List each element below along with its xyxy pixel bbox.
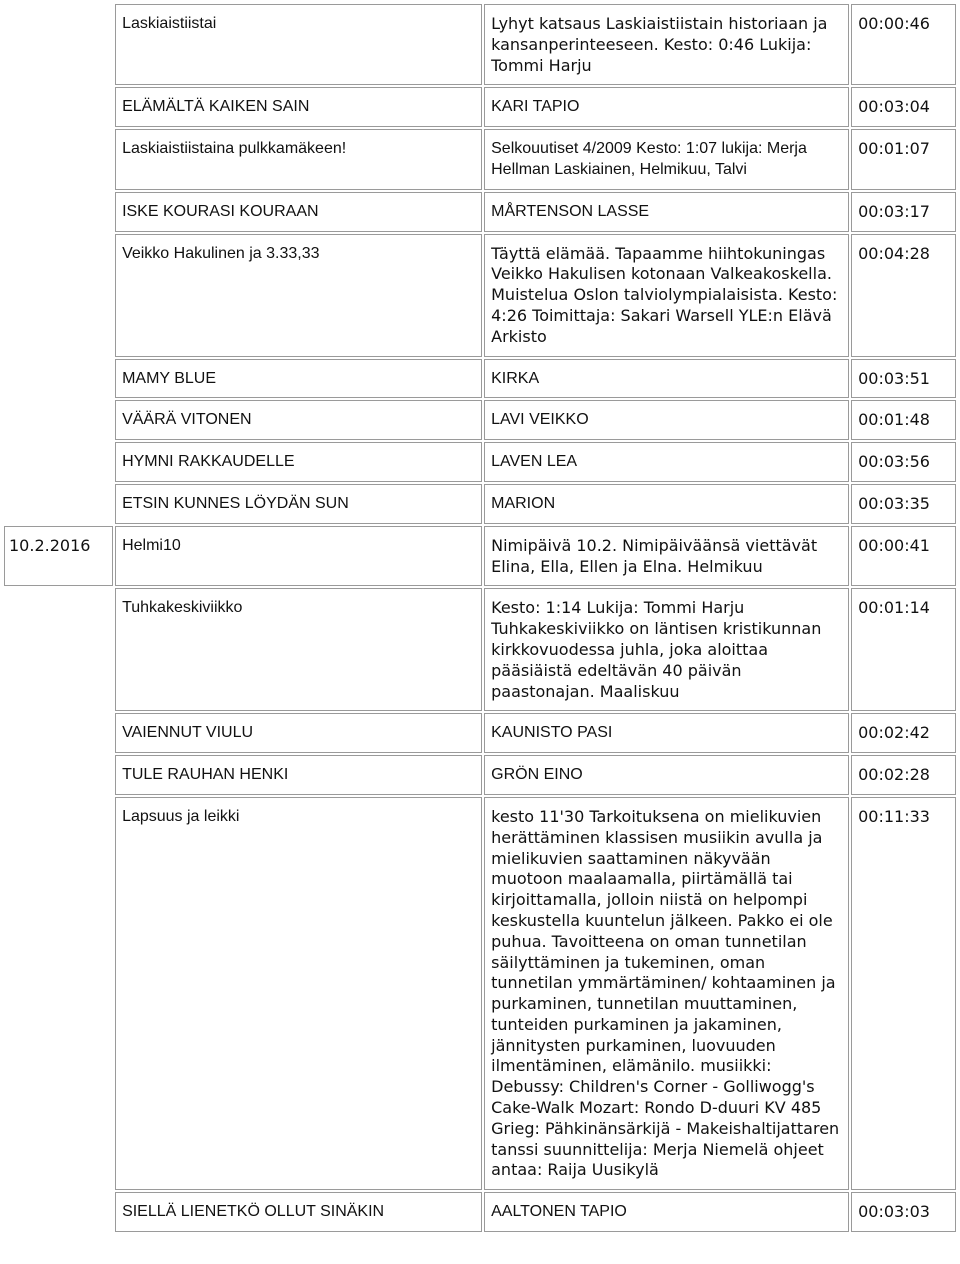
table-row — [4, 4, 956, 85]
title-cell: VÄÄRÄ VITONEN — [115, 400, 482, 440]
duration-cell: 00:03:56 — [851, 442, 956, 482]
table-row — [4, 797, 956, 1190]
title-cell: Helmi10 — [115, 526, 482, 587]
description-cell: KAUNISTO PASI — [484, 713, 849, 753]
duration-cell: 00:02:28 — [851, 755, 956, 795]
description-cell: KIRKA — [484, 359, 849, 399]
description-cell: Täyttä elämää. Tapaamme hiihtokuningas Veikko Hakulisen kotonaan Valkeakoskella. Muistelua Oslon talviolympialaisista. Kesto: 4:26 Toimittaja: Sakari Warsell YLE:n Elävä Arkisto — [484, 234, 849, 357]
title-cell: Laskiaistiistai — [115, 4, 482, 85]
date-cell — [4, 588, 113, 711]
duration-cell: 00:11:33 — [851, 797, 956, 1190]
date-cell — [4, 400, 113, 440]
date-cell — [4, 755, 113, 795]
duration-cell: 00:02:42 — [851, 713, 956, 753]
title-cell: ISKE KOURASI KOURAAN — [115, 192, 482, 232]
title-cell: ETSIN KUNNES LÖYDÄN SUN — [115, 484, 482, 524]
title-cell: MAMY BLUE — [115, 359, 482, 399]
description-cell: GRÖN EINO — [484, 755, 849, 795]
date-cell — [4, 4, 113, 85]
duration-cell: 00:01:07 — [851, 129, 956, 190]
title-cell: TULE RAUHAN HENKI — [115, 755, 482, 795]
description-cell: LAVI VEIKKO — [484, 400, 849, 440]
table-row — [4, 484, 956, 524]
description-cell: Selkouutiset 4/2009 Kesto: 1:07 lukija: Merja Hellman Laskiainen, Helmikuu, Talvi — [484, 129, 849, 190]
table-row — [4, 87, 956, 127]
title-cell: Veikko Hakulinen ja 3.33,33 — [115, 234, 482, 357]
duration-cell: 00:04:28 — [851, 234, 956, 357]
date-cell — [4, 234, 113, 357]
table-row — [4, 234, 956, 357]
duration-cell: 00:03:03 — [851, 1192, 956, 1232]
date-cell — [4, 359, 113, 399]
title-cell: ELÄMÄLTÄ KAIKEN SAIN — [115, 87, 482, 127]
table-row — [4, 526, 956, 587]
date-cell — [4, 129, 113, 190]
duration-cell: 00:01:48 — [851, 400, 956, 440]
duration-cell: 00:03:17 — [851, 192, 956, 232]
duration-cell: 00:00:41 — [851, 526, 956, 587]
date-cell — [4, 192, 113, 232]
date-cell — [4, 713, 113, 753]
table-row — [4, 713, 956, 753]
duration-cell: 00:03:35 — [851, 484, 956, 524]
description-cell: MARION — [484, 484, 849, 524]
duration-cell: 00:01:14 — [851, 588, 956, 711]
description-cell: LAVEN LEA — [484, 442, 849, 482]
title-cell: HYMNI RAKKAUDELLE — [115, 442, 482, 482]
table-row — [4, 400, 956, 440]
program-table — [2, 2, 958, 1234]
description-cell: Kesto: 1:14 Lukija: Tommi Harju Tuhkakeskiviikko on läntisen kristikunnan kirkkovuodessa juhla, joka aloittaa pääsiäistä edeltävän 40 päivän paastonajan. Maaliskuu — [484, 588, 849, 711]
duration-cell: 00:00:46 — [851, 4, 956, 85]
table-row — [4, 192, 956, 232]
description-cell: AALTONEN TAPIO — [484, 1192, 849, 1232]
table-row — [4, 442, 956, 482]
description-cell: MÅRTENSON LASSE — [484, 192, 849, 232]
table-row — [4, 755, 956, 795]
title-cell: SIELLÄ LIENETKÖ OLLUT SINÄKIN — [115, 1192, 482, 1232]
title-cell: Laskiaistiistaina pulkkamäkeen! — [115, 129, 482, 190]
description-cell: KARI TAPIO — [484, 87, 849, 127]
table-row — [4, 359, 956, 399]
date-cell — [4, 87, 113, 127]
date-cell — [4, 1192, 113, 1232]
title-cell: Tuhkakeskiviikko — [115, 588, 482, 711]
description-cell: Nimipäivä 10.2. Nimipäiväänsä viettävät Elina, Ella, Ellen ja Elna. Helmikuu — [484, 526, 849, 587]
program-listing — [2, 2, 958, 1234]
date-cell — [4, 442, 113, 482]
table-row — [4, 1192, 956, 1232]
duration-cell: 00:03:04 — [851, 87, 956, 127]
date-cell — [4, 797, 113, 1190]
title-cell: Lapsuus ja leikki — [115, 797, 482, 1190]
table-row — [4, 129, 956, 190]
table-row — [4, 588, 956, 711]
description-cell: Lyhyt katsaus Laskiaistiistain historiaan ja kansanperinteeseen. Kesto: 0:46 Lukija: Tommi Harju — [484, 4, 849, 85]
description-cell: kesto 11'30 Tarkoituksena on mielikuvien herättäminen klassisen musiikin avulla ja mielikuvien saattaminen näkyvään muotoon maalaamalla, piirtämällä tai kirjoittamalla, jolloin niistä on helpompi keskustella kuuntelun jälkeen. Pakko ei ole puhua. Tavoitteena on oman tunnetilan säilyttäminen ja tukeminen, oman tunnetilan ymmärtäminen/ kohtaaminen ja purkaminen, tunnetilan muuttaminen, tunteiden purkaminen ja jakaminen, jännitysten purkaminen, luovuuden ilmentäminen, elämänilo. musiikki: Debussy: Children's Corner - Golliwogg's Cake-Walk Mozart: Rondo D-duuri KV 485 Grieg: Pähkinänsärkijä - Makeishaltijattaren tanssi suunnittelija: Merja Niemelä ohjeet antaa: Raija Uusikylä — [484, 797, 849, 1190]
date-cell — [4, 484, 113, 524]
duration-cell: 00:03:51 — [851, 359, 956, 399]
date-cell: 10.2.2016 — [4, 526, 113, 587]
title-cell: VAIENNUT VIULU — [115, 713, 482, 753]
